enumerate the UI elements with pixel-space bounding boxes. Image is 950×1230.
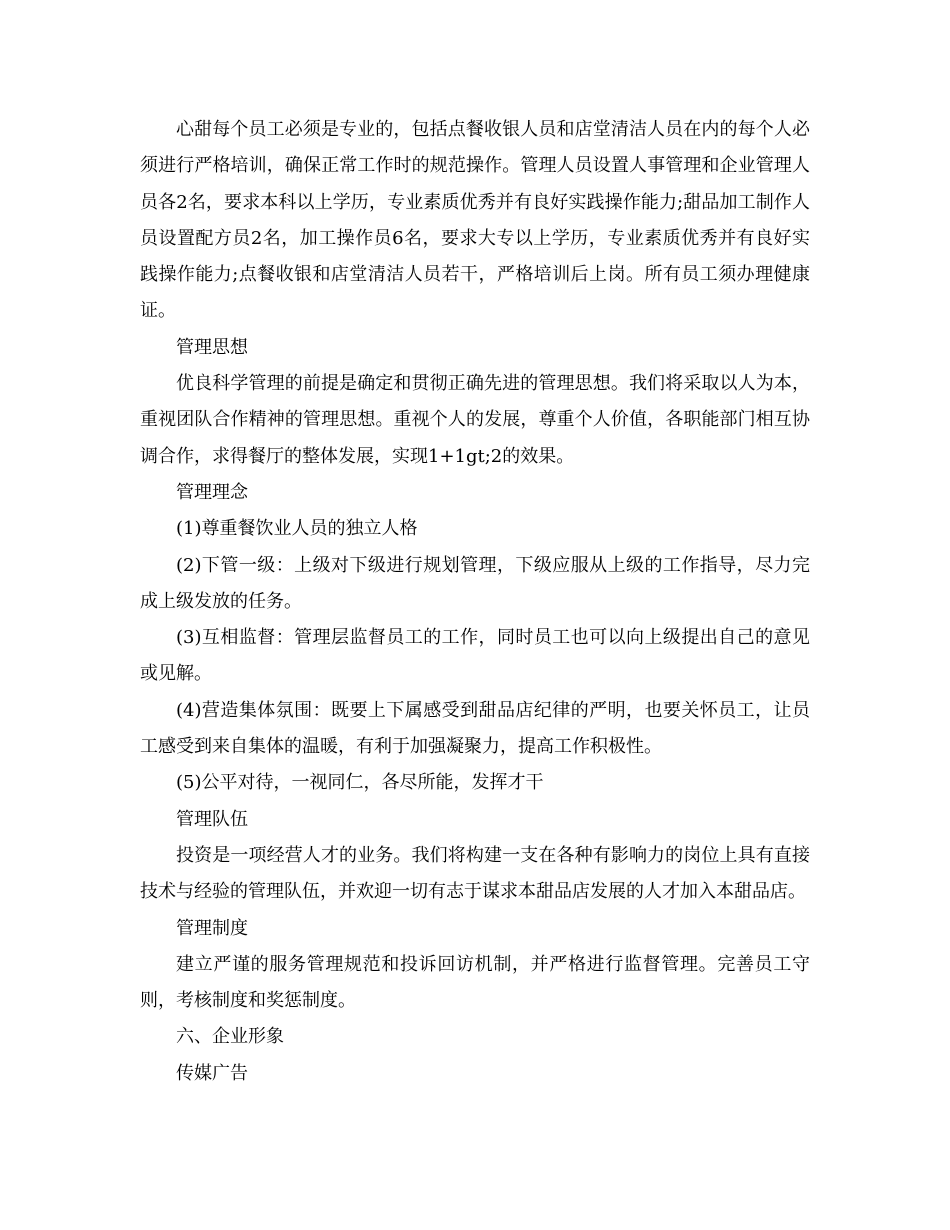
list-item-philosophy-4: (4)营造集体氛围：既要上下属感受到甜品店纪律的严明，也要关怀员工，让员工感受到来自集体的温暖，有利于加强凝聚力，提高工作积极性。 bbox=[140, 699, 810, 758]
heading-media-advertising: 传媒广告 bbox=[176, 1062, 248, 1084]
list-item-philosophy-1: (1)尊重餐饮业人员的独立人格 bbox=[176, 518, 418, 540]
heading-management-philosophy: 管理理念 bbox=[176, 481, 248, 503]
paragraph-management-thought: 优良科学管理的前提是确定和贯彻正确先进的管理思想。我们将采取以人为本，重视团队合作精神的管理思想。重视个人的发展，尊重个人价值，各职能部门相互协调合作，求得餐厅的整体发展，实现1+1gt;2的效果。 bbox=[140, 373, 810, 467]
list-item-philosophy-3: (3)互相监督：管理层监督员工的工作，同时员工也可以向上级提出自己的意见或见解。 bbox=[140, 627, 810, 685]
paragraph-management-system: 建立严谨的服务管理规范和投诉回访机制，并严格进行监督管理。完善员工守则，考核制度和奖惩制度。 bbox=[140, 953, 810, 1012]
paragraph-management-team: 投资是一项经营人才的业务。我们将构建一支在各种有影响力的岗位上具有直接技术与经验的管理队伍，并欢迎一切有志于谋求本甜品店发展的人才加入本甜品店。 bbox=[140, 844, 810, 903]
heading-corporate-image: 六、企业形象 bbox=[176, 1026, 284, 1048]
paragraph-staffing: 心甜每个员工必须是专业的，包括点餐收银人员和店堂清洁人员在内的每个人必须进行严格培训，确保正常工作时的规范操作。管理人员设置人事管理和企业管理人员各2名，要求本科以上学历，专业素质优秀并有良好实践操作能力;甜品加工制作人员设置配方员2名，加工操作员6名，要求大专以上学历，专业素质优秀并有良好实践操作能力;点餐收银和店堂清洁人员若干，严格培训后上岗。所有员工须办理健康证。 bbox=[140, 119, 810, 322]
list-item-philosophy-2: (2)下管一级：上级对下级进行规划管理，下级应服从上级的工作指导，尽力完成上级发放的任务。 bbox=[140, 554, 810, 612]
list-item-philosophy-5: (5)公平对待，一视同仁，各尽所能，发挥才干 bbox=[176, 772, 544, 794]
heading-management-thought: 管理思想 bbox=[176, 336, 248, 358]
heading-management-system: 管理制度 bbox=[176, 917, 248, 939]
heading-management-team: 管理队伍 bbox=[176, 808, 248, 830]
